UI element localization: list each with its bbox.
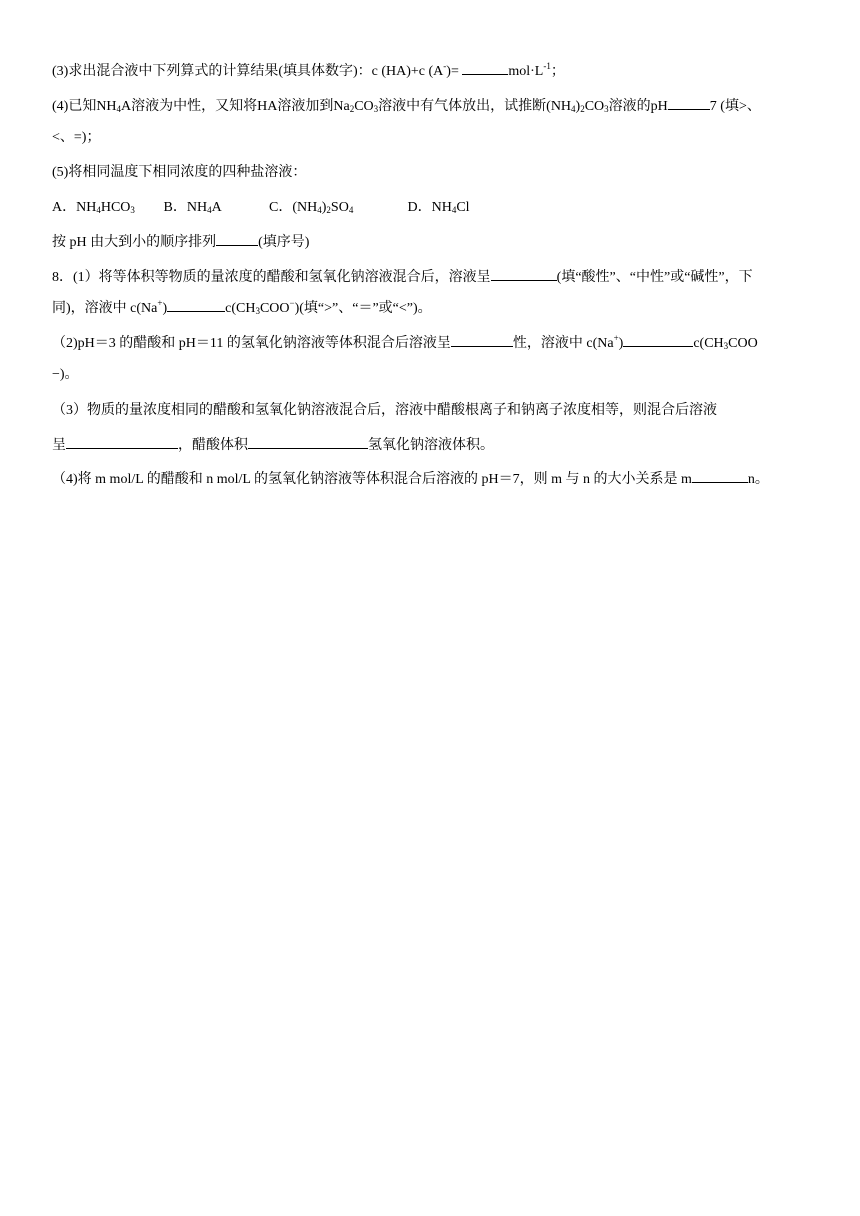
- q8-part2-line1: [52, 332, 810, 354]
- q8-part1-line1: [52, 266, 810, 288]
- q8-p1-sub: 3: [255, 306, 260, 316]
- q7-p4-sub: 4: [116, 104, 122, 114]
- q7-p5-order-hint: (填序号): [258, 235, 310, 250]
- option-d-text: D．NH: [407, 200, 452, 215]
- q8-p4-text-b: n。: [747, 472, 769, 487]
- q8-part2-line2: −)。: [52, 367, 79, 382]
- q7-part5-options: [52, 198, 810, 218]
- q8-p1-text-a: 8．(1）将等体积等物质的量浓度的醋酸和氢氧化钠溶液混合后，溶液呈: [52, 270, 491, 285]
- option-a-sub: 4: [96, 205, 101, 215]
- option-d: [408, 198, 470, 218]
- option-d-text: Cl: [456, 200, 470, 215]
- q7-p4-text-f: CO: [584, 99, 605, 114]
- option-c-text: C．(NH: [269, 200, 318, 215]
- option-b-text: B．NH: [163, 200, 208, 215]
- q7-part4-line2: <、=)；: [52, 130, 101, 145]
- option-a: [52, 198, 160, 218]
- q8-p2-text-a: （2)pH＝3 的醋酸和 pH＝11 的氢氧化钠溶液等体积混合后溶液呈: [52, 336, 451, 351]
- q8-p4-text-a: （4)将 m mol/L 的醋酸和 n mol/L 的氢氧化钠溶液等体积混合后溶液的 pH＝7，则 m 与 n 的大小关系是 m: [52, 472, 692, 487]
- q8-p1-answer-blank-1[interactable]: [491, 266, 557, 281]
- q8-p2-text-d: c(CH: [693, 336, 724, 351]
- q7-p4-text-h: 7 (填>、: [709, 99, 761, 114]
- option-b: [164, 198, 266, 218]
- q8-p1-text-d: ): [162, 301, 168, 316]
- option-a-text: A．NH: [52, 200, 97, 215]
- q7-p4-sub: 2: [349, 104, 355, 114]
- q8-p3-text-b: 呈: [52, 438, 66, 453]
- option-c-sub: 4: [348, 205, 354, 215]
- option-a-sub: 3: [130, 205, 135, 215]
- q7-p5-answer-blank[interactable]: [216, 231, 258, 246]
- q7-p3-unit: mol·L: [508, 64, 544, 79]
- q8-p2-sup: +: [613, 333, 619, 343]
- q8-part1-line2: [52, 297, 810, 319]
- q8-p1-answer-blank-2[interactable]: [167, 297, 225, 312]
- q7-part4-line1: [52, 95, 810, 117]
- q8-p1-sup: −: [289, 298, 295, 308]
- option-a-text: HCO: [100, 200, 131, 215]
- q7-p3-sup-unit: -1: [543, 61, 551, 71]
- option-c-sub: 4: [317, 205, 322, 215]
- q7-p4-sub: 2: [580, 104, 585, 114]
- q8-part3-line1: （3）物质的量浓度相同的醋酸和氢氧化钠溶液混合后，溶液中醋酸根离子和钠离子浓度相等，则混合后溶液: [52, 403, 717, 418]
- q7-p4-sub: 3: [604, 104, 609, 114]
- option-d-sub: 4: [451, 205, 457, 215]
- q8-p3-answer-blank-2[interactable]: [248, 434, 368, 449]
- q7-p4-text-e: ): [575, 99, 581, 114]
- q8-p2-sub: 3: [723, 341, 729, 351]
- q8-p1-text-c: 同)，溶液中 c(Na: [52, 301, 158, 316]
- q7-part3-line: [52, 60, 810, 82]
- q7-p4-text-a: (4)已知NH: [52, 99, 117, 114]
- q8-p1-text-f: COO: [259, 301, 290, 316]
- q7-p4-sub: 3: [373, 104, 379, 114]
- option-b-text: A: [211, 200, 222, 215]
- q8-p3-text-d: 氢氧化钠溶液体积。: [368, 438, 494, 453]
- q8-p2-answer-blank-2[interactable]: [623, 332, 693, 347]
- q7-p3-sup-minus: -: [443, 61, 447, 71]
- q7-p4-answer-blank[interactable]: [668, 95, 710, 110]
- option-c: [269, 198, 404, 218]
- q8-p3-text-c: ，醋酸体积: [178, 438, 248, 453]
- option-b-sub: 4: [207, 205, 212, 215]
- q8-p2-answer-blank-1[interactable]: [451, 332, 513, 347]
- q8-p1-sup: +: [157, 298, 163, 308]
- option-c-text: SO: [330, 200, 349, 215]
- q7-p4-sub: 4: [571, 104, 576, 114]
- q7-part5-line: (5)将相同温度下相同浓度的四种盐溶液：: [52, 165, 307, 180]
- q7-p5-order-text: 按 pH 由大到小的顺序排列: [52, 235, 217, 250]
- q8-part3-line2: [52, 434, 810, 456]
- q8-p2-text-c: ): [618, 336, 624, 351]
- q8-p4-answer-blank[interactable]: [692, 468, 748, 483]
- q8-p2-text-e: COO: [728, 336, 758, 351]
- q8-p3-answer-blank-1[interactable]: [66, 434, 178, 449]
- q7-part5-order-line: [52, 231, 810, 253]
- q7-p3-text-d: ；: [550, 64, 565, 79]
- q7-p4-text-b: A溶液为中性，又知将HA溶液加到Na: [121, 99, 350, 114]
- option-c-text: ): [321, 200, 327, 215]
- option-c-sub: 2: [326, 205, 331, 215]
- q8-p1-text-g: )(填“>”、“＝”或“<”)。: [294, 301, 432, 316]
- q7-p4-text-d: 溶液中有气体放出，试推断(NH: [378, 99, 572, 114]
- q8-p1-text-e: c(CH: [225, 301, 256, 316]
- q7-p3-text-b: )=: [446, 64, 463, 79]
- q7-p3-answer-blank[interactable]: [462, 60, 508, 75]
- q7-p4-text-c: CO: [354, 99, 374, 114]
- q7-p3-text-a: (3)求出混合液中下列算式的计算结果(填具体数字)：c (HA)+c (A: [52, 64, 444, 79]
- q7-p4-text-g: 溶液的pH: [608, 99, 668, 114]
- q8-part4-line: [52, 468, 810, 490]
- q8-p2-text-b: 性，溶液中 c(Na: [512, 336, 614, 351]
- q8-p1-text-b: (填“酸性”、“中性”或“碱性”，下: [556, 270, 753, 285]
